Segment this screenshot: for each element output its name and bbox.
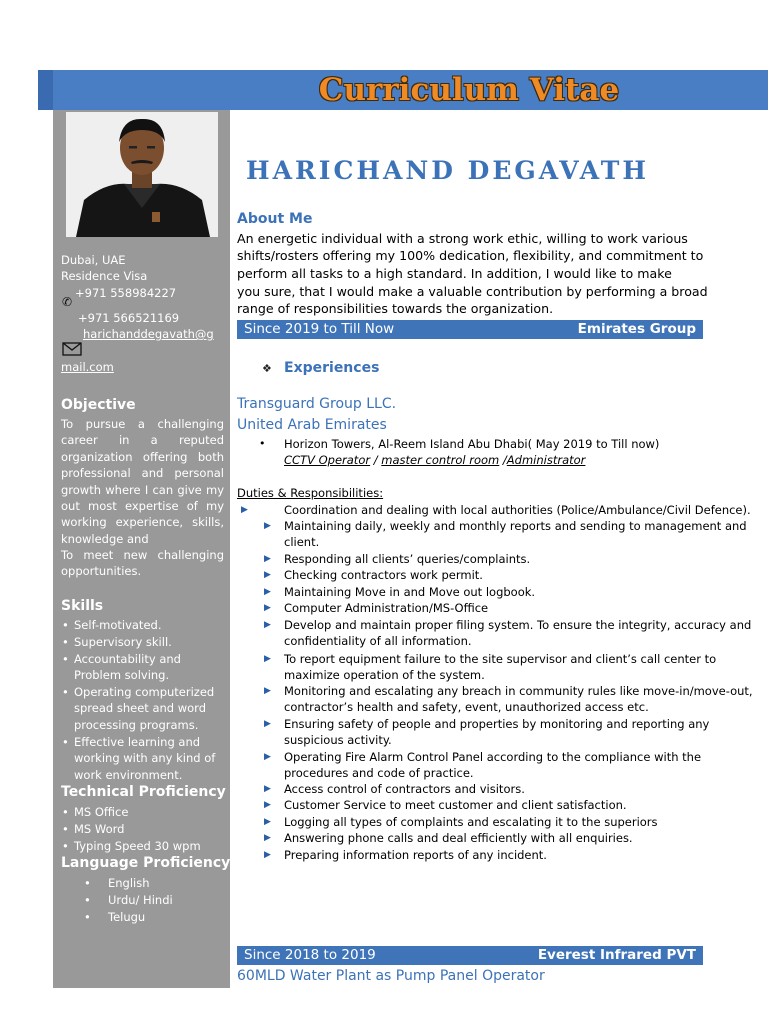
duty-item: To report equipment failure to the site supervisor and client’s call center to maximize operation of the system.: [284, 652, 717, 683]
duties-heading: Duties & Responsibilities:: [237, 486, 384, 500]
duty-item: Develop and maintain proper filing system. To ensure the integrity, accuracy and confidentiality of all information.: [284, 618, 752, 649]
mail-icon: [62, 341, 82, 360]
visa-text: Residence Visa: [61, 269, 148, 283]
duty-item: Logging all types of complaints and escalating it to the superiors: [284, 815, 658, 829]
arrow-bullet-icon: ▶: [264, 817, 271, 827]
arrow-bullet-icon: ▶: [264, 686, 271, 696]
employer-name: Emirates Group: [577, 321, 696, 337]
email-link-part1[interactable]: harichanddegavath@g: [83, 327, 214, 341]
arrow-bullet-icon: ▶: [264, 587, 271, 597]
job-title: 60MLD Water Plant as Pump Panel Operator: [237, 968, 545, 984]
company-name: Transguard Group LLC.: [237, 396, 397, 412]
email-link-part2[interactable]: mail.com: [61, 360, 114, 374]
profile-photo: [66, 112, 218, 237]
arrow-bullet-icon: ▶: [264, 752, 271, 762]
duty-item: Monitoring and escalating any breach in community rules like move-in/move-out, contractor’s health and safety, event, unauthorized access etc.: [284, 684, 753, 715]
arrow-bullet-icon: ▶: [264, 719, 271, 729]
experiences-heading: Experiences: [284, 360, 380, 376]
duty-item: Answering phone calls and deal efficiently with all enquiries.: [284, 831, 633, 845]
header-bar-accent: [38, 70, 53, 110]
arrow-bullet-icon: ▶: [264, 654, 271, 664]
arrow-bullet-icon: ▶: [264, 800, 271, 810]
arrow-bullet-icon: ▶: [264, 833, 271, 843]
employment-bar: [237, 320, 703, 339]
bullet-dot: •: [259, 437, 266, 450]
arrow-bullet-icon: ▶: [241, 505, 248, 515]
arrow-bullet-icon: ▶: [264, 521, 271, 531]
arrow-bullet-icon: ▶: [264, 570, 271, 580]
arrow-bullet-icon: ▶: [264, 784, 271, 794]
duty-item: Preparing information reports of any incident.: [284, 848, 547, 862]
technical-heading: Technical Proficiency: [61, 784, 226, 800]
duty-item: Ensuring safety of people and properties by monitoring and reporting any suspicious activity.: [284, 717, 710, 748]
objective-text: To pursue a challenging career in a reputed organization offering both professional and personal growth where I can give my out most expertise of my working experience, skills, knowledge and: [61, 417, 224, 546]
about-line: you sure, that I would make a valuable contribution by performing a broad: [237, 284, 708, 299]
employer-name: Everest Infrared PVT: [537, 947, 696, 963]
arrow-bullet-icon: ▶: [264, 620, 271, 630]
duty-item: Maintaining Move in and Move out logbook.: [284, 585, 536, 599]
objective-heading: Objective: [61, 397, 136, 413]
about-line: range of responsibilities towards the organization.: [237, 301, 554, 316]
diamond-bullet-icon: ❖: [262, 362, 272, 375]
location-text: Dubai, UAE: [61, 253, 126, 267]
phone-primary: +971 558984227: [75, 286, 177, 300]
arrow-bullet-icon: ▶: [264, 850, 271, 860]
phone-icon: ✆: [62, 295, 73, 309]
skills-heading: Skills: [61, 598, 104, 614]
about-line: perform all tasks to a high standard. In addition, I would like to make: [237, 266, 672, 281]
duty-item: Maintaining daily, weekly and monthly reports and sending to management and client.: [284, 519, 747, 550]
arrow-bullet-icon: ▶: [264, 603, 271, 613]
phone-secondary: +971 566521169: [78, 311, 180, 325]
duty-item: Checking contractors work permit.: [284, 568, 483, 582]
about-line: shifts/rosters offering my 100% dedication, flexibility, and commitment to: [237, 248, 704, 263]
duty-item: Customer Service to meet customer and client satisfaction.: [284, 798, 627, 812]
about-line: An energetic individual with a strong work ethic, willing to work various: [237, 231, 688, 246]
company-country: United Arab Emirates: [237, 417, 387, 433]
job-roles: CCTV Operator / master control room /Administrator: [284, 453, 586, 467]
candidate-name: HARICHAND DEGAVATH: [246, 156, 650, 185]
employment-bar: [237, 946, 703, 965]
work-location: Horizon Towers, Al-Reem Island Abu Dhabi( May 2019 to Till now): [284, 437, 660, 451]
duty-item: Operating Fire Alarm Control Panel according to the compliance with the procedures and code of practice.: [284, 750, 702, 781]
language-heading: Language Proficiency: [61, 855, 231, 871]
duty-item: Computer Administration/MS-Office: [284, 601, 489, 615]
about-heading: About Me: [237, 211, 313, 227]
employment-period: Since 2018 to 2019: [244, 947, 376, 963]
arrow-bullet-icon: ▶: [264, 554, 271, 564]
employment-period: Since 2019 to Till Now: [244, 321, 395, 337]
duty-item: Coordination and dealing with local authorities (Police/Ambulance/Civil Defence).: [284, 503, 751, 517]
objective-text-2: To meet new challenging opportunities.: [61, 548, 224, 579]
page-title: Curriculum Vitae: [318, 72, 620, 108]
duty-item: Access control of contractors and visitors.: [284, 782, 525, 796]
duty-item: Responding all clients’ queries/complaints.: [284, 552, 531, 566]
